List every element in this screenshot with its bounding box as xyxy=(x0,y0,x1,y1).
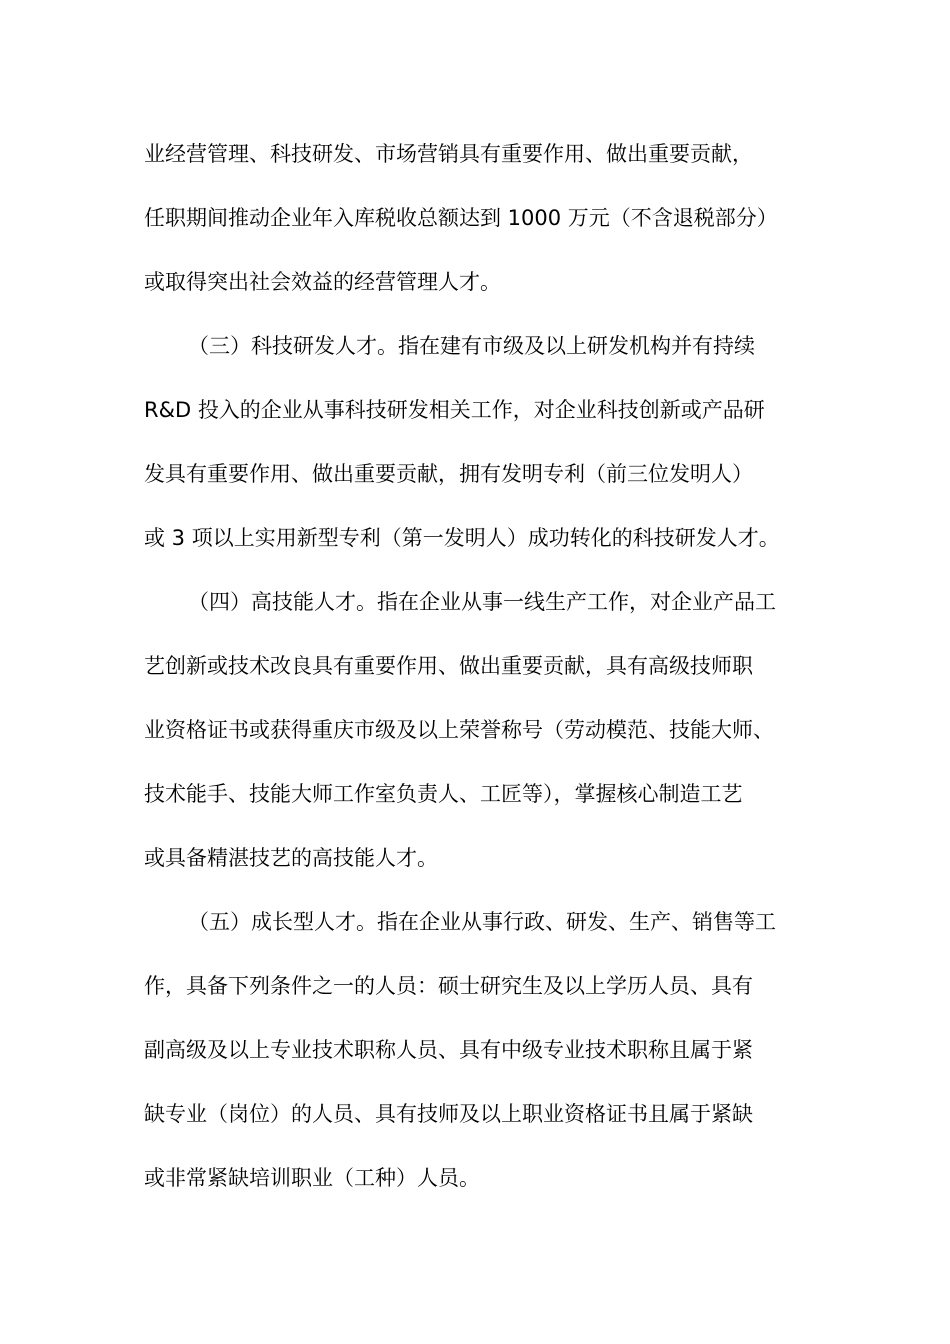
text-line: 技术能手、技能大师工作室负责人、工匠等），掌握核心制造工艺 xyxy=(144,782,743,806)
text-line: 任职期间推动企业年入库税收总额达到 1000 万元（不含退税部分） xyxy=(144,206,778,230)
text-line: 或非常紧缺培训职业（工种）人员。 xyxy=(144,1166,480,1190)
paragraph-management-talent-continued xyxy=(144,122,824,314)
text-line: R&D 投入的企业从事科技研发相关工作，对企业科技创新或产品研 xyxy=(144,398,765,422)
text-line: 缺专业（岗位）的人员、具有技师及以上职业资格证书且属于紧缺 xyxy=(144,1102,753,1126)
text-line: （五）成长型人才。指在企业从事行政、研发、生产、销售等工 xyxy=(188,910,776,934)
text-line: 业资格证书或获得重庆市级及以上荣誉称号（劳动模范、技能大师、 xyxy=(144,718,774,742)
paragraph-high-skill-talent xyxy=(144,570,824,890)
text-line: 业经营管理、科技研发、市场营销具有重要作用、做出重要贡献， xyxy=(144,142,753,166)
text-line: （三）科技研发人才。指在建有市级及以上研发机构并有持续 xyxy=(188,334,755,358)
paragraph-tech-rd-talent xyxy=(144,314,824,570)
text-line: 副高级及以上专业技术职称人员、具有中级专业技术职称且属于紧 xyxy=(144,1038,753,1062)
text-line: 发具有重要作用、做出重要贡献，拥有发明专利（前三位发明人） xyxy=(144,462,753,486)
text-line: 或 3 项以上实用新型专利（第一发明人）成功转化的科技研发人才。 xyxy=(144,526,780,550)
document-body xyxy=(144,122,824,1210)
text-line: 或取得突出社会效益的经营管理人才。 xyxy=(144,270,501,294)
text-line: （四）高技能人才。指在企业从事一线生产工作，对企业产品工 xyxy=(188,590,776,614)
text-line: 或具备精湛技艺的高技能人才。 xyxy=(144,846,438,870)
text-line: 艺创新或技术改良具有重要作用、做出重要贡献，具有高级技师职 xyxy=(144,654,753,678)
text-line: 作，具备下列条件之一的人员：硕士研究生及以上学历人员、具有 xyxy=(144,974,753,998)
paragraph-growth-talent xyxy=(144,890,824,1210)
